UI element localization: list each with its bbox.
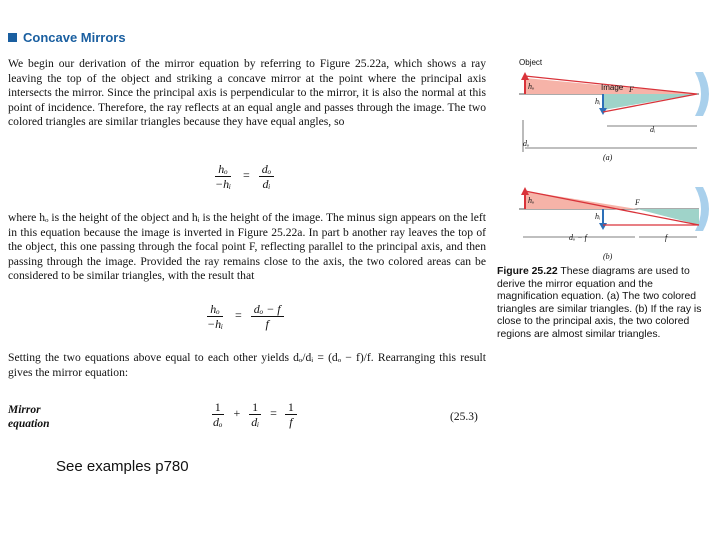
label-F-a: F [629,85,634,94]
eq2-lhs-num: hₒ [207,302,222,317]
equation-similar-triangles-2: $\frac{\text{hₒ}}{\text{−hᵢ}}$ = $\frac{\text{dₒ − f}}{f}$ [204,302,284,331]
paragraph-1: We begin our derivation of the mirror equation by referring to Figure 25.22a, which shows a ray leaving the top of the object and striking a concave mirror at the point where the principal axis intersects the mirror. Since the principal axis is perpendicular to the mirror, it is also the normal at this point of incidence. Therefore, the ray reflects at an equal angle and passes through the image. The two colored triangles are similar triangles because they have equal angles, so [8,57,486,128]
label-ho-a: hₒ [528,82,535,91]
equation-number: (25.3) [450,411,478,423]
mirror-equation: $\frac{1}{\text{dₒ}}$ + $\frac{1}{\text{dᵢ}}$ = $\frac{1}{f}$ [210,400,297,429]
eq1-rhs-den: dᵢ [262,177,271,191]
paragraph-3: Setting the two equations above equal to each other yields dₒ/dᵢ = (dₒ − f)/f. Rearranging this result gives the mirror equation: [8,351,486,379]
eq1-rhs-num: dₒ [259,162,274,177]
label-image-a: Image [601,83,624,92]
section-title: Concave Mirrors [23,30,126,45]
label-F-b: F [635,198,640,207]
figure-25-22b [515,183,715,263]
label-part-b: (b) [603,252,613,261]
caption-text: These diagrams are used to derive the mirror equation and the magnification equation. (a) The two colored triangles are similar triangles. (b) If the ray is close to the principal axis, the two colored regions are almost similar triangles. [497,266,702,340]
mirror-equation-label [8,403,50,431]
figure-25-22a [515,52,715,167]
figure-caption [497,266,712,342]
mirror-label-line1: Mirror [8,404,41,416]
mirror-t3-den: f [289,415,293,429]
eq1-lhs-den: −hᵢ [215,177,231,191]
paragraph-2: where hₒ is the height of the object and hᵢ is the height of the image. The minus sign appears on the left in this equation because the image is inverted in Figure 25.22a. In part b another ray leaves the top of the object, this one passing through the focal point F, reflecting parallel to the principal axis, and then passing through the image. Provided the ray remains close to the axis, the two colored areas can be considered to be similar triangles, with the result that [8,211,486,282]
label-do-minus-f-b: dₒ − f [569,233,587,242]
eq2-rhs-den: f [265,317,269,331]
eq2-lhs [204,302,226,331]
equation-similar-triangles-1: $\frac{\text{hₒ}}{\text{−hᵢ}}$ = $\frac{\text{dₒ}}{\text{dᵢ}}$ [212,162,274,191]
label-f-b: f [665,233,668,242]
mirror-t1-den: dₒ [213,415,223,429]
mirror-t1-num: 1 [212,400,224,415]
mirror-t3-num: 1 [285,400,297,415]
label-di-a: dᵢ [650,125,656,134]
eq2-rhs [251,302,284,331]
heading-square-icon [8,33,17,42]
mirror-term-2 [248,400,262,429]
mirror-term-3 [285,400,297,429]
mirror-t2-num: 1 [249,400,261,415]
caption-title: Figure 25.22 [497,266,558,277]
image-arrowhead-b [599,223,607,230]
label-object-a: Object [519,58,543,67]
section-heading [8,30,126,45]
eq1-lhs [212,162,234,191]
eq2-rhs-num: dₒ − f [251,302,284,317]
eq1-lhs-num: hₒ [215,162,230,177]
label-part-a: (a) [603,153,613,162]
label-hi-a: hᵢ [595,97,601,106]
label-hi-b: hᵢ [595,212,601,221]
eq2-lhs-den: −hᵢ [207,317,223,331]
mirror-t2-den: dᵢ [251,415,260,429]
label-ho-b: hₒ [528,196,535,205]
label-do-a: dₒ [523,139,530,148]
see-examples-note: See examples p780 [56,458,189,475]
eq1-rhs [259,162,274,191]
mirror-label-line2: equation [8,418,50,430]
mirror-term-1 [210,400,225,429]
